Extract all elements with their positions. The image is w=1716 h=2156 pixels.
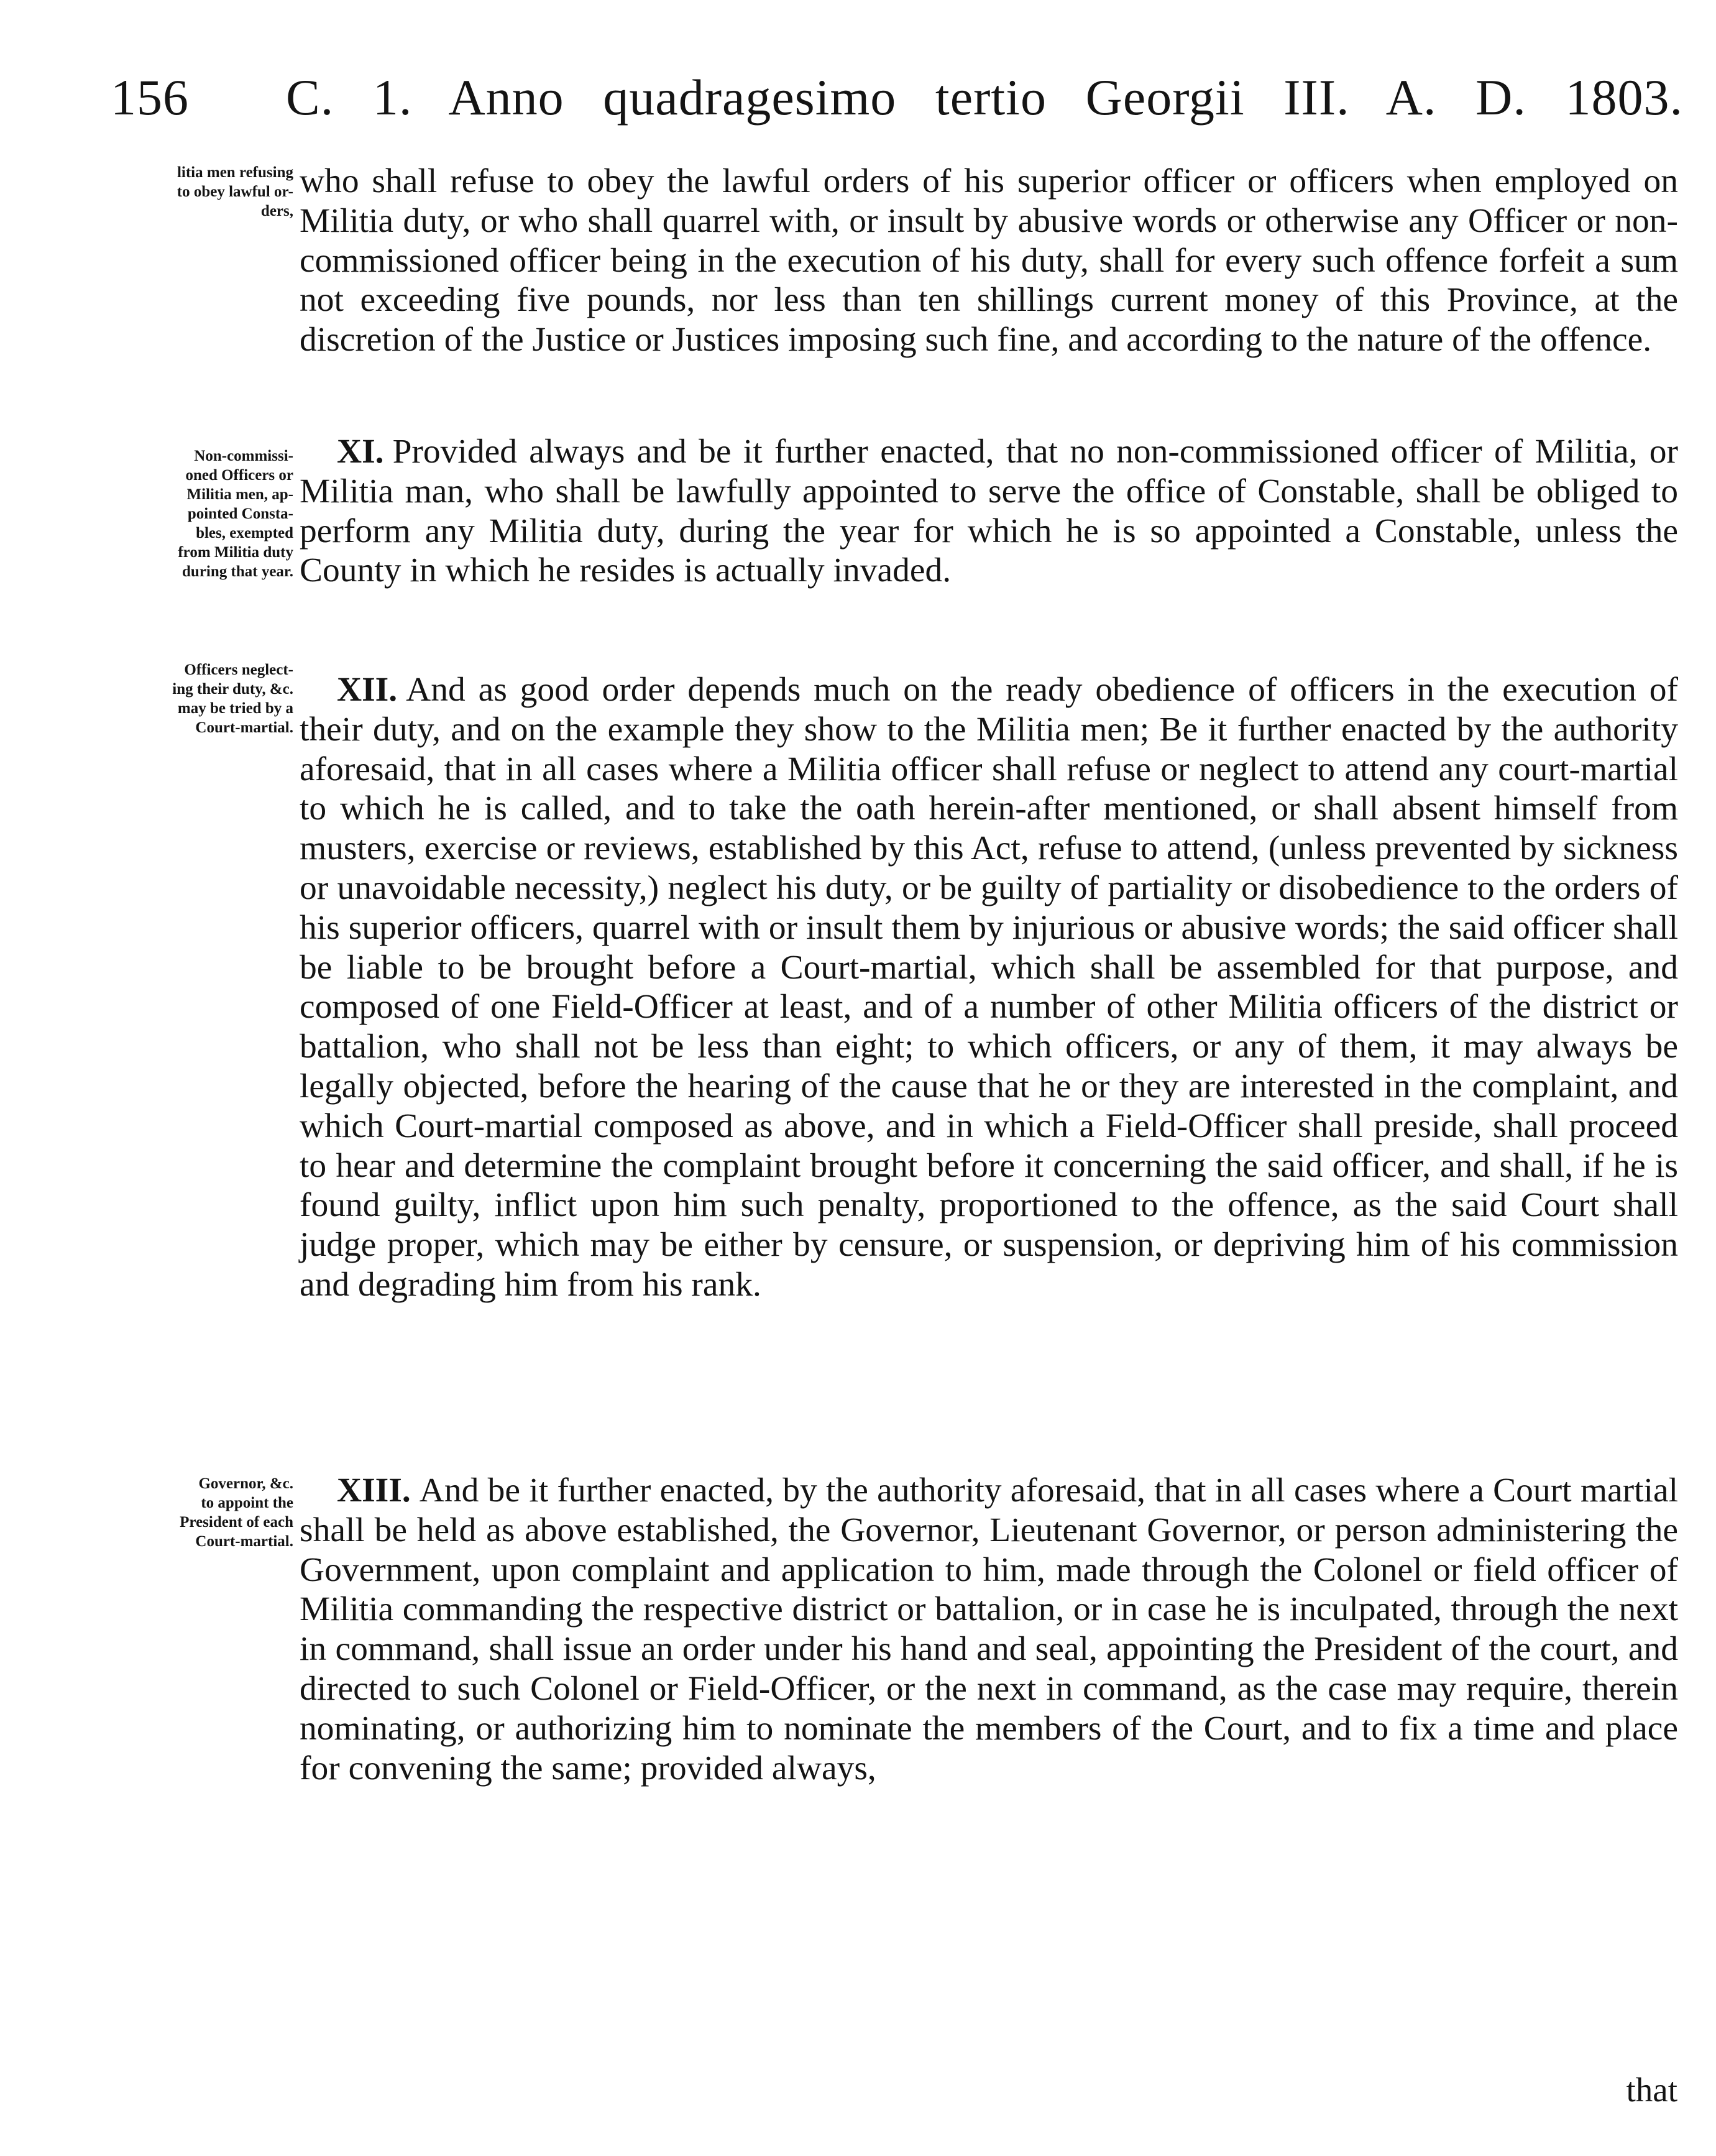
paragraph-text: who shall refuse to obey the lawful orders of his superior officer or officers when employed on Militia duty, or who shall quarrel with, or insult by abusive words or otherwise any Officer or non-commissioned officer being in the execution of his duty, shall for every such offence forfeit a sum not exceeding five pounds, nor less than ten shillings current money of this Province, at the discretion of the Justice or Justices imposing such fine, and according to the nature of the offence. <box>300 162 1678 359</box>
section-number: XI. <box>337 433 384 471</box>
paragraph-block <box>300 432 1678 591</box>
page-number: 156 <box>111 69 189 126</box>
paragraph-block <box>300 670 1678 1305</box>
paragraph-text: And as good order depends much on the ready obedience of officers in the execution of their duty, and on the example they show to the Militia men; Be it further enacted by the authority aforesaid, that in all cases where a Militia officer shall refuse or neglect to attend any court-martial to which he is called, and to take the oath herein-after mentioned, or shall absent himself from musters, exercise or reviews, established by this Act, refuse to attend, (unless prevented by sickness or unavoidable necessity,) neglect his duty, or be guilty of partiality or disobedience to the orders of his superior officers, quarrel with or insult them by injurious or abusive words; the said officer shall be liable to be brought before a Court-martial, which shall be assembled for that purpose, and composed of one Field-Officer at least, and of a number of other Militia officers of the district or battalion, who shall not be less than eight; to which officers, or any of them, it may always be legally objected, before the hearing of the cause that he or they are interested in the complaint, and which Court-martial composed as above, and in which a Field-Officer shall preside, shall proceed to hear and determine the complaint brought before it concerning the said officer, and shall, if he is found guilty, inflict upon him such penalty, proportioned to the offence, as the said Court shall judge proper, which may be either by censure, or suspension, or depriving him of his commission and degrading him from his rank. <box>300 671 1678 1304</box>
margin-note: Officers neglect- ing their duty, &c. may be tried by a Court-martial. <box>172 661 293 736</box>
paragraph-text: And be it further enacted, by the authority aforesaid, that in all cases where a Court martial shall be held as above established, the Governor, Lieutenant Governor, or person administering the Government, upon complaint and application to him, made through the Colonel or field officer of Militia commanding the respective district or battalion, or in case he is inculpated, through the next in command, shall issue an order under his hand and seal, appointing the President of the court, and directed to such Colonel or Field-Officer, or the next in command, as the case may require, therein nominating, or authorizing him to nominate the members of the Court, and to fix a time and place for convening the same; provided always, <box>300 1472 1678 1787</box>
running-head-title: C. 1. Anno quadragesimo tertio Georgii III. A. D. 1803. <box>286 69 1683 126</box>
paragraph-text: Provided always and be it further enacted, that no non-commissioned officer of Militia, or Militia man, who shall be lawfully appointed to serve the office of Constable, shall be obliged to perform any Militia duty, during the year for which he is so appointed a Constable, unless the County in which he resides is actually invaded. <box>300 433 1678 590</box>
section-number: XIII. <box>337 1472 411 1509</box>
margin-note: Non-commissi- oned Officers or Militia men, ap- pointed Consta- bles, exempted from Militia duty during that year. <box>178 448 293 580</box>
running-header <box>111 57 1683 138</box>
section-number: XII. <box>337 671 398 709</box>
catchword: that <box>1626 2071 1677 2109</box>
margin-note: litia men refusing to obey lawful or- ders, <box>177 164 293 219</box>
margin-note: Governor, &c. to appoint the President of each Court-martial. <box>180 1475 293 1550</box>
paragraph-block <box>300 1471 1678 1788</box>
